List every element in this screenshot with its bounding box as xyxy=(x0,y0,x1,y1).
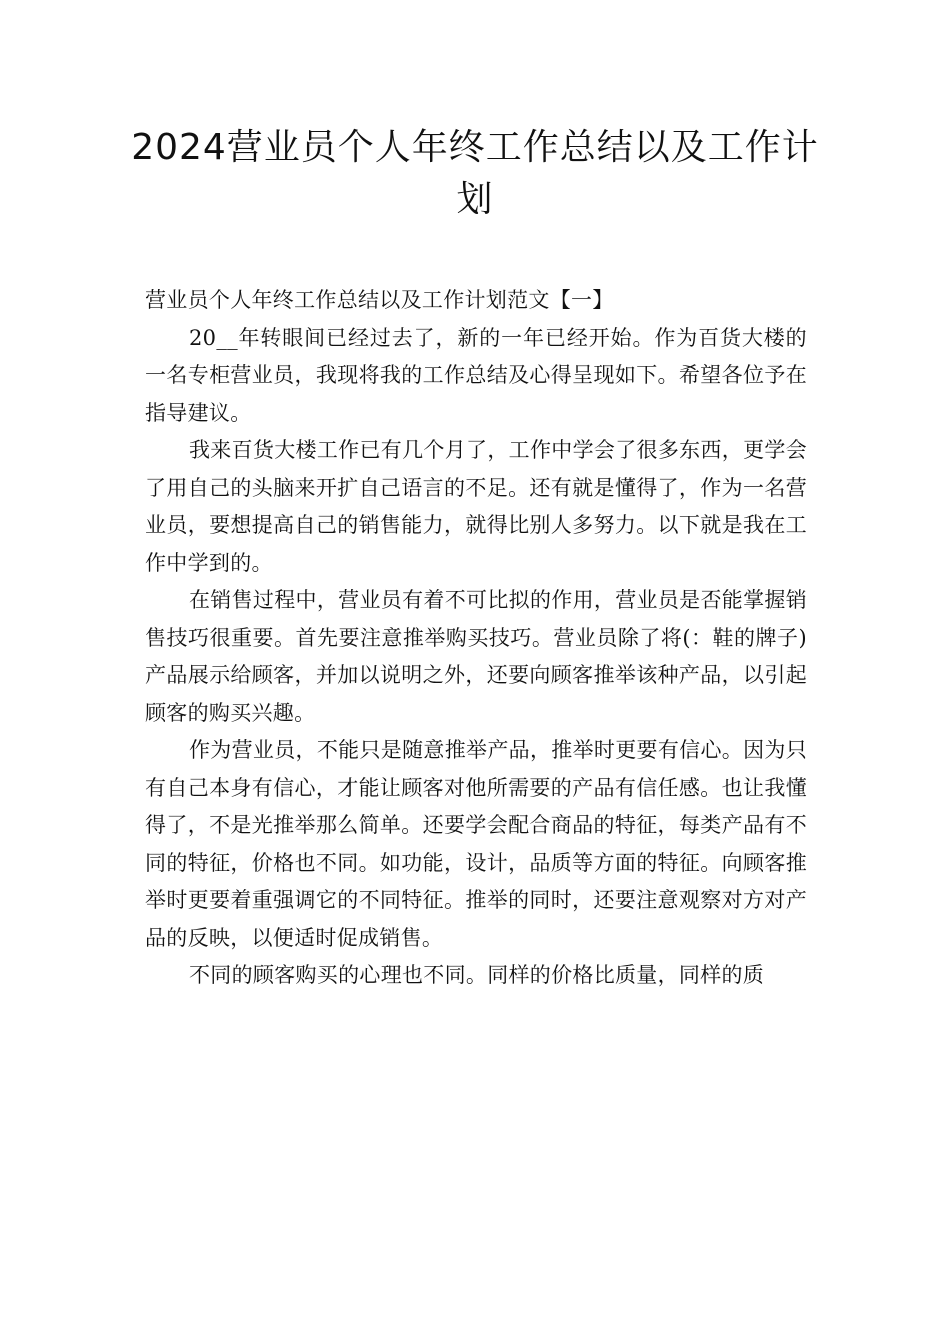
document-title: 2024营业员个人年终工作总结以及工作计划 xyxy=(131,127,819,220)
section-heading: 营业员个人年终工作总结以及工作计划范文【一】 xyxy=(145,288,614,312)
paragraph-4: 作为营业员，不能只是随意推举产品，推举时更要有信心。因为只有自己本身有信心，才能让顾客对他所需要的产品有信任感。也让我懂得了，不是光推举那么简单。还要学会配合商品的特征，每类产品有不同的特征，价格也不同。如功能，设计，品质等方面的特征。向顾客推举时更要着重强调它的不同特征。推举的同时，还要注意观察对方对产品的反映，以便适时促成销售。 xyxy=(145,738,807,950)
paragraph-1: 20__年转眼间已经过去了，新的一年已经开始。作为百货大楼的一名专柜营业员，我现将我的工作总结及心得呈现如下。希望各位予在指导建议。 xyxy=(145,325,807,425)
paragraph-2: 我来百货大楼工作已有几个月了，工作中学会了很多东西，更学会了用自己的头脑来开扩自己语言的不足。还有就是懂得了，作为一名营业员，要想提高自己的销售能力，就得比别人多努力。以下就是我在工作中学到的。 xyxy=(145,438,807,575)
document-body xyxy=(145,282,807,995)
paragraph-3: 在销售过程中，营业员有着不可比拟的作用，营业员是否能掌握销售技巧很重要。首先要注意推举购买技巧。营业员除了将(：鞋的牌子)产品展示给顾客，并加以说明之外，还要向顾客推举该种产品，以引起顾客的购买兴趣。 xyxy=(145,588,807,725)
paragraph-5: 不同的顾客购买的心理也不同。同样的价格比质量，同样的质 xyxy=(189,963,765,987)
